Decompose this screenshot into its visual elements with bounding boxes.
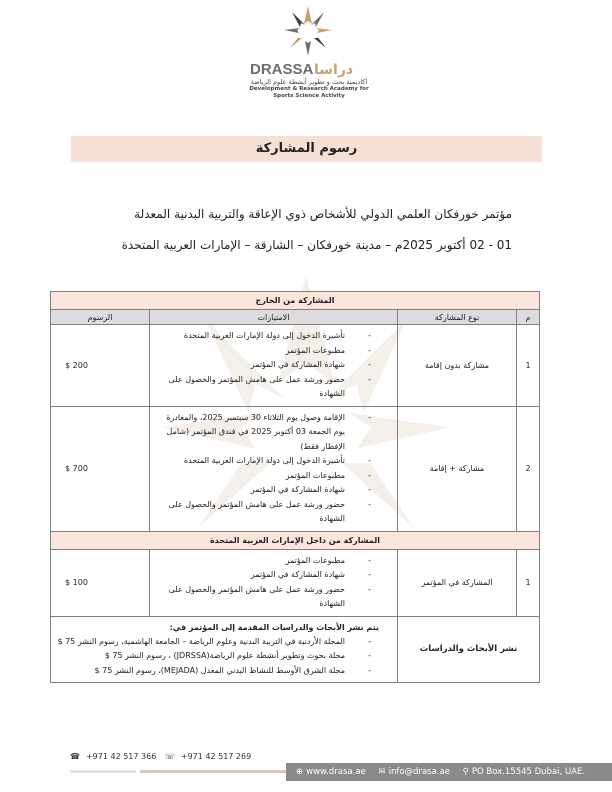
col-num: م: [517, 310, 540, 325]
col-fee: الرسوم: [51, 310, 150, 325]
footer-divider: [140, 770, 286, 773]
row-type: مشاركة + إقامة: [398, 406, 517, 531]
row-num: 1: [517, 325, 540, 407]
table-row: [51, 406, 540, 531]
row-features: [150, 549, 398, 616]
phone-icon: ☎: [70, 752, 80, 761]
location-icon: ⚲: [462, 767, 469, 777]
logo-english-subtitle-1: Development & Research Academy for: [249, 86, 369, 92]
footer-phone-2: +971 42 517 269: [180, 752, 252, 761]
list-item: - مجلة الشرق الأوسط للنشاط البدني المعدل (MEJADA)، رسوم النشر 75 $: [55, 664, 393, 679]
column-headers: [51, 310, 540, 325]
footer-phones: [70, 752, 257, 761]
logo-subtitle: [224, 78, 394, 100]
row-fee: $ 100: [51, 549, 150, 616]
col-features: الامتيازات: [150, 310, 398, 325]
logo-arabic-text: دراسا: [314, 62, 354, 78]
email-icon: ✉: [378, 767, 386, 777]
col-type: نوع المشاركة: [398, 310, 517, 325]
footer-divider-light: [70, 770, 136, 773]
list-item: - مطبوعات المؤتمر: [154, 344, 393, 359]
row-fee: $ 200: [51, 325, 150, 407]
list-item: - حضور ورشة عمل على هامش المؤتمر والحصول على الشهادة: [154, 583, 393, 612]
section-abroad-title: المشاركة من الخارج: [51, 292, 540, 310]
logo-arabic-subtitle: أكاديمية بحث و تطوير أنشطة علوم الرياضة: [250, 78, 368, 86]
section-inside-header: [51, 531, 540, 549]
row-type: المشاركة في المؤتمر: [398, 549, 517, 616]
logo-english-subtitle-2: Sports Science Activity: [273, 93, 345, 99]
logo-text: DRASSA: [250, 61, 314, 78]
row-fee: $ 700: [51, 406, 150, 531]
publication-heading: يتم نشر الأبحاث والدراسات المقدمة إلى المؤتمر في:: [169, 622, 379, 632]
footer-contact-bar: [286, 763, 612, 781]
list-item: - حضور ورشة عمل على هامش المؤتمر والحصول على الشهادة: [154, 498, 393, 527]
row-num: 1: [517, 549, 540, 616]
list-item: - الإقامة وصول يوم الثلاثاء 30 سبتمبر 2025، والمغادرة يوم الجمعة 03 أكتوبر 2025 في فندق المؤتمر (شامل الإفطار فقط): [154, 411, 393, 455]
list-item: - تأشيرة الدخول إلى دولة الإمارات العربية المتحدة: [154, 454, 393, 469]
section-abroad-header: [51, 292, 540, 310]
list-item: - تأشيرة الدخول إلى دولة الإمارات العربية المتحدة: [154, 329, 393, 344]
list-item: - مطبوعات المؤتمر: [154, 554, 393, 569]
table-row: [51, 325, 540, 407]
list-item: - شهادة المشاركة في المؤتمر: [154, 568, 393, 583]
table-row: [51, 549, 540, 616]
fax-icon: ☏: [164, 752, 175, 761]
page-title: رسوم المشاركة: [71, 136, 542, 162]
table-row: [51, 616, 540, 683]
fees-table: [50, 291, 540, 683]
footer-email[interactable]: info@drasa.ae: [388, 767, 450, 777]
list-item: - المجلة الأردنية في التربية البدنية وعلوم الرياضة – الجامعة الهاشمية، رسوم النشر 75 $: [55, 635, 393, 650]
row-num: 2: [517, 406, 540, 531]
globe-icon: ⊕: [296, 767, 304, 777]
publication-type: نشر الأبحاث والدراسات: [398, 616, 540, 683]
list-item: - حضور ورشة عمل على هامش المؤتمر والحصول على الشهادة: [154, 373, 393, 402]
list-item: - مجلة بحوث وتطوير أنشطة علوم الرياضة(JDRSSA) ، رسوم النشر 75 $: [55, 649, 393, 664]
section-inside-title: المشاركة من داخل الإمارات العربية المتحدة: [51, 531, 540, 549]
list-item: - شهادة المشاركة في المؤتمر: [154, 358, 393, 373]
footer-website[interactable]: www.drasa.ae: [306, 767, 366, 777]
list-item: - مطبوعات المؤتمر: [154, 469, 393, 484]
footer-address: PO Box.15545 Dubai, UAE.: [471, 767, 586, 777]
row-type: مشاركة بدون إقامة: [398, 325, 517, 407]
row-features: [150, 406, 398, 531]
footer-phone-1: +971 42 517 366: [85, 752, 157, 761]
conference-date: 01 - 02 أكتوبر 2025م – مدينة خورفكان – الشارقة – الإمارات العربية المتحدة: [121, 238, 512, 252]
conference-title: مؤتمر خورفكان العلمي الدولي للأشخاص ذوي الإعاقة والتربية البدنية المعدلة: [134, 207, 512, 221]
row-features: [150, 325, 398, 407]
publication-details: [51, 616, 398, 683]
list-item: - شهادة المشاركة في المؤتمر: [154, 483, 393, 498]
